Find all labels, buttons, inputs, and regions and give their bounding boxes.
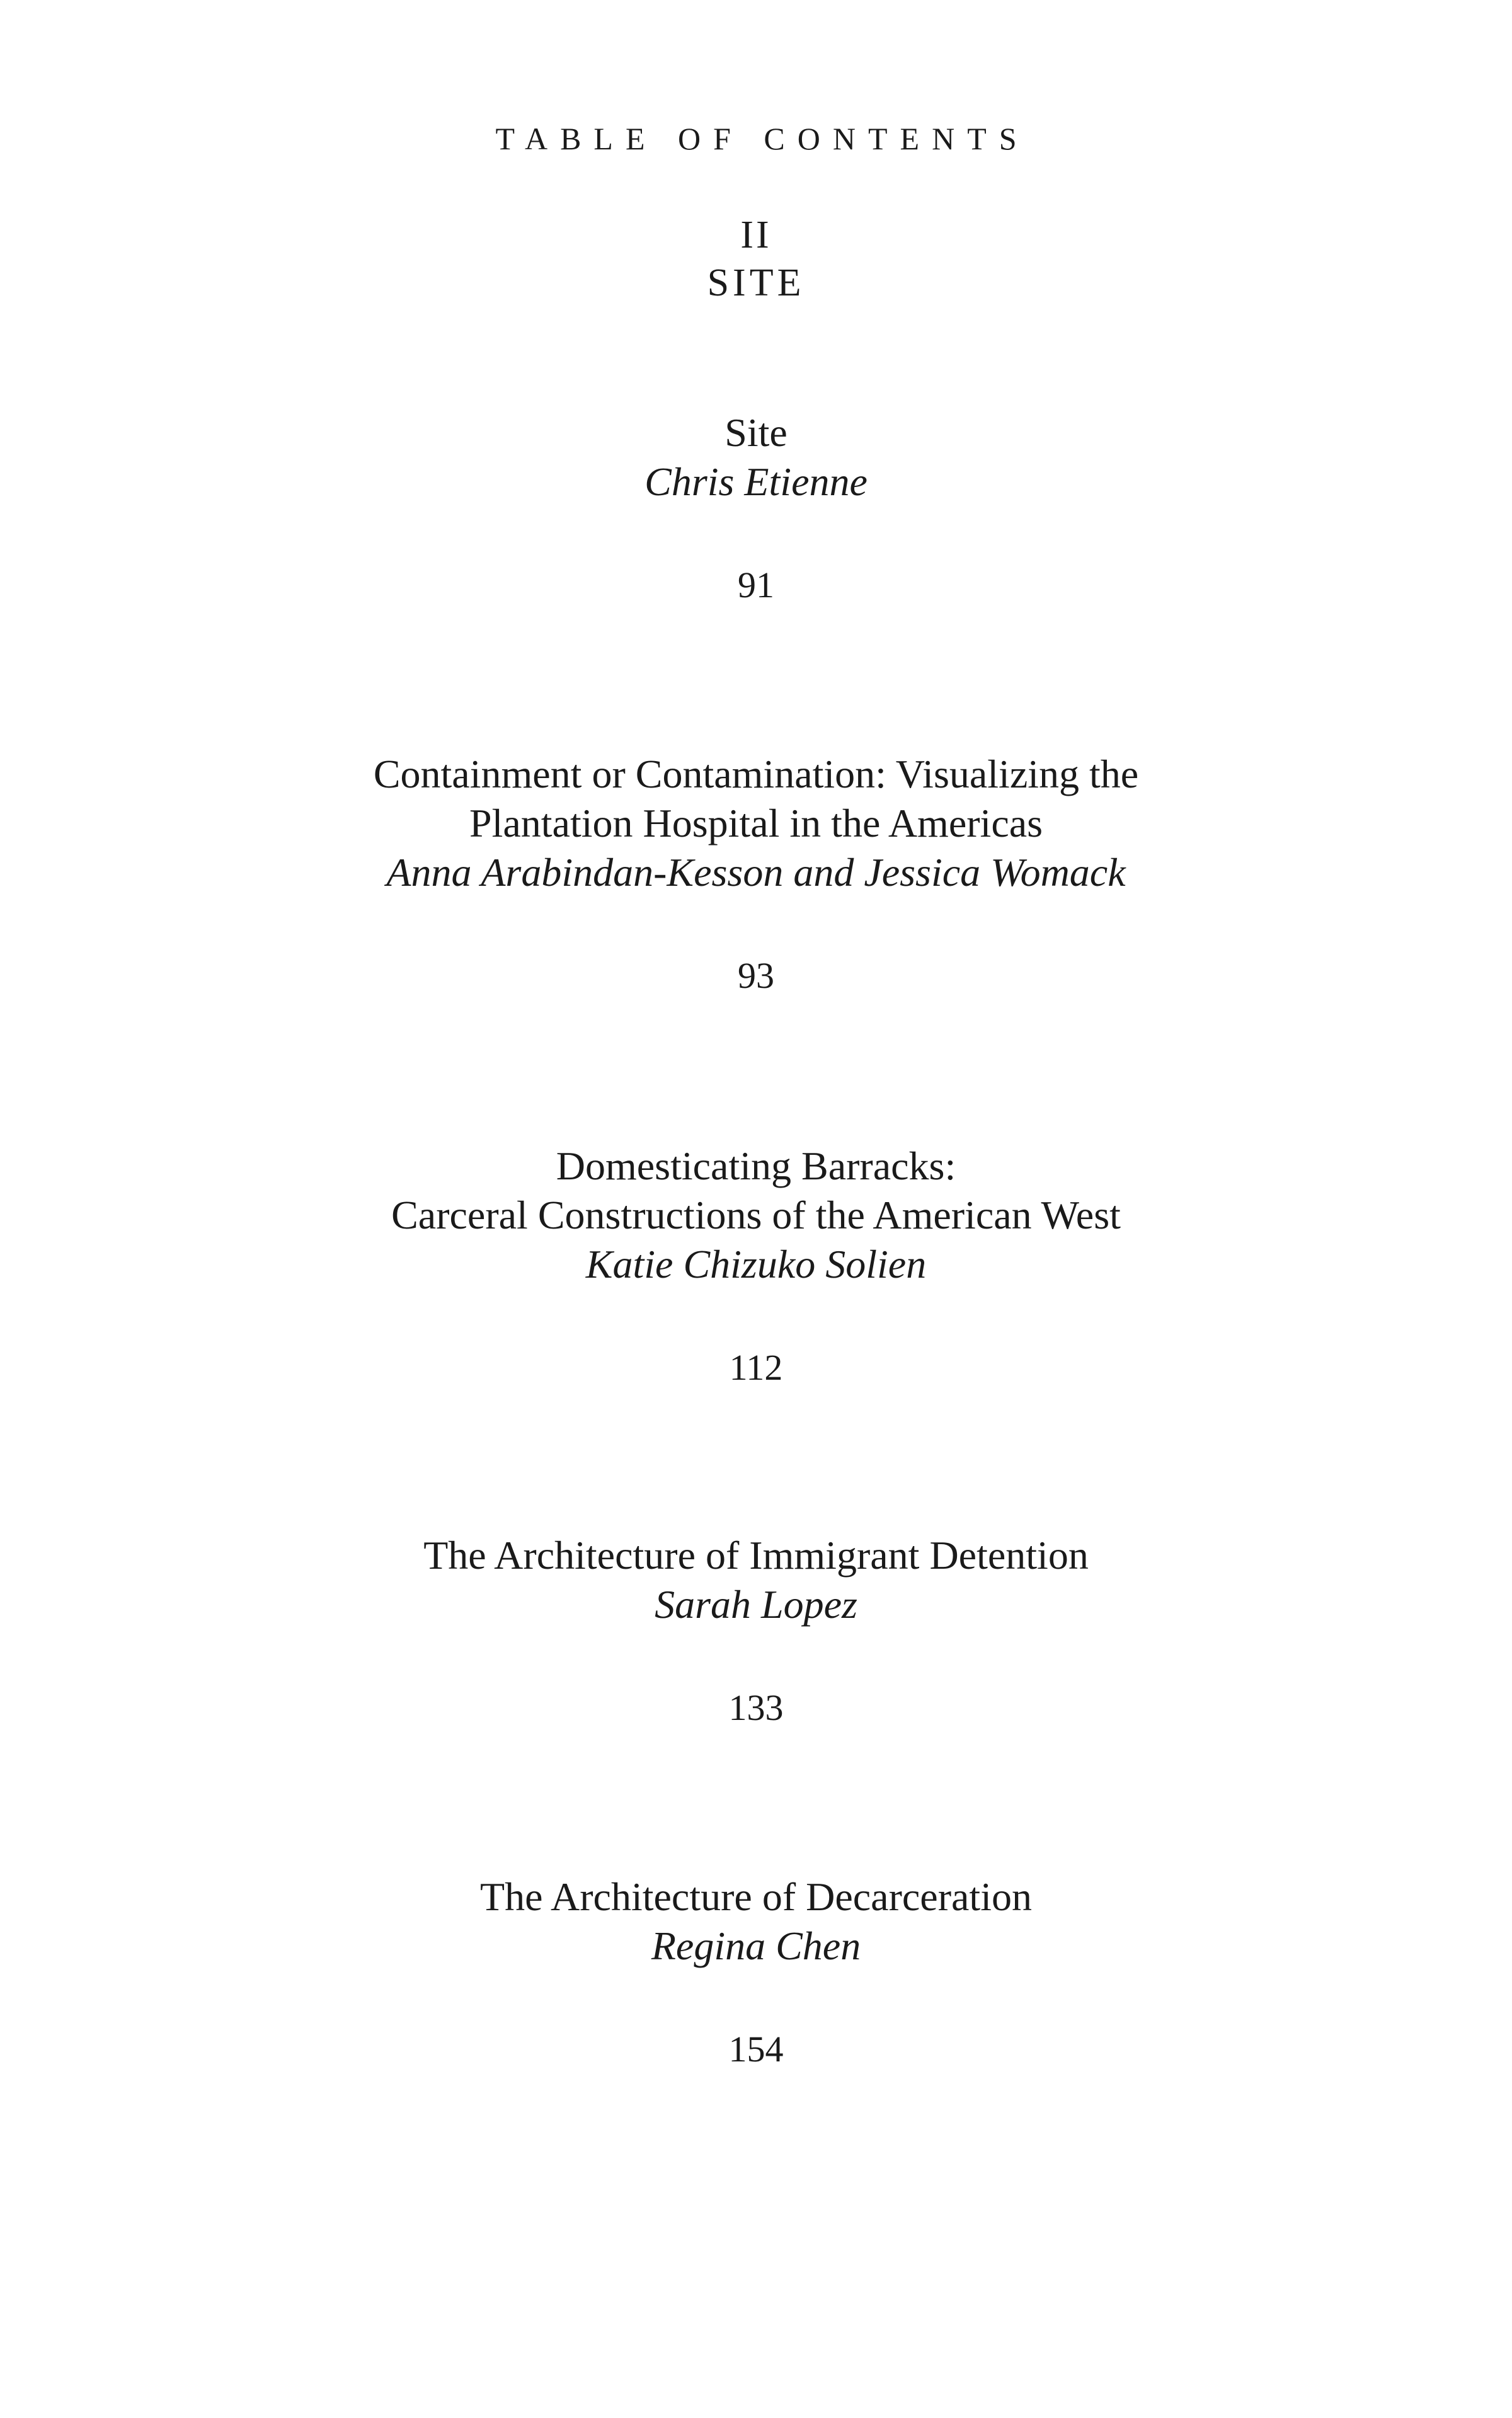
toc-entry bbox=[0, 408, 1512, 607]
entry-author: Chris Etienne bbox=[644, 459, 868, 504]
toc-entry bbox=[0, 1142, 1512, 1390]
part-heading bbox=[0, 211, 1512, 307]
entry-title: Plantation Hospital in the Americas bbox=[469, 801, 1043, 845]
entry-title: Carceral Constructions of the American West bbox=[391, 1193, 1121, 1237]
entry-title: Domesticating Barracks: bbox=[556, 1143, 956, 1188]
toc-entry bbox=[0, 750, 1512, 998]
entry-page-number: 154 bbox=[728, 2029, 784, 2070]
entry-page-number: 112 bbox=[729, 1347, 783, 1388]
entry-page-number: 133 bbox=[728, 1687, 784, 1728]
entry-title: Site bbox=[724, 410, 788, 455]
entry-title: The Architecture of Decarceration bbox=[480, 1874, 1032, 1919]
entry-author: Anna Arabindan-Kesson and Jessica Womack bbox=[386, 850, 1126, 895]
entry-author: Regina Chen bbox=[651, 1923, 861, 1968]
part-name: SITE bbox=[707, 261, 805, 304]
entry-page-number: 91 bbox=[738, 564, 774, 605]
toc-entry bbox=[0, 1531, 1512, 1730]
entry-author: Sarah Lopez bbox=[655, 1582, 857, 1627]
entry-author: Katie Chizuko Solien bbox=[585, 1242, 927, 1286]
entry-page-number: 93 bbox=[738, 955, 774, 996]
part-numeral: II bbox=[740, 214, 772, 256]
toc-entry bbox=[0, 1872, 1512, 2071]
entry-title: Containment or Contamination: Visualizing the bbox=[373, 752, 1139, 796]
running-head: TABLE OF CONTENTS bbox=[495, 121, 1029, 156]
entry-title: The Architecture of Immigrant Detention bbox=[423, 1533, 1089, 1578]
